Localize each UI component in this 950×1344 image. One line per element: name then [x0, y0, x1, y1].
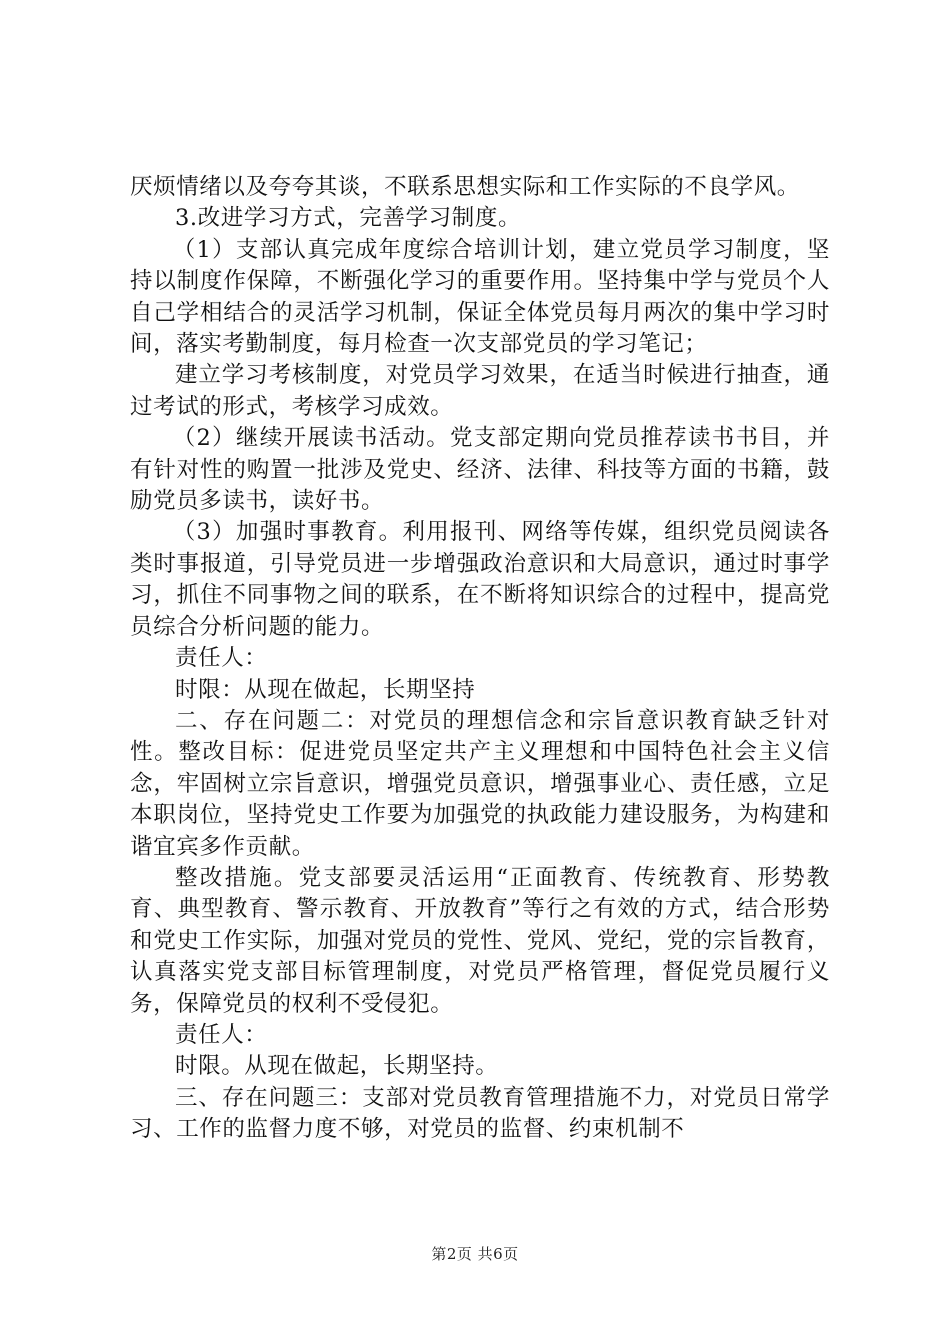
problem-two-paragraph: 二、存在问题二：对党员的理想信念和宗旨意识教育缺乏针对性。整改目标：促进党员坚定共产主义理想和中国特色社会主义信念，牢固树立宗旨意识，增强党员意识，增强事业心、责任感，立足本职岗位，坚持党史工作要为加强党的执政能力建设服务，为构建和谐宜宾多作贡献。	[130, 707, 830, 860]
measures-paragraph: 整改措施。党支部要灵活运用“正面教育、传统教育、形势教育、典型教育、警示教育、开放教育”等行之有效的方式，结合形势和党史工作实际，加强对党员的党性、党风、党纪，党的宗旨教育，认真落实党支部目标管理制度，对党员严格管理，督促党员履行义务，保障党员的权利不受侵犯。	[130, 864, 830, 1017]
document-body	[130, 172, 830, 1146]
page-footer	[0, 1243, 950, 1264]
paragraph-5: （2）继续开展读书活动。党支部定期向党员推荐读书书目，并有针对性的购置一批涉及党史、经济、法律、科技等方面的书籍，鼓励党员多读书，读好书。	[130, 425, 830, 515]
time-limit-2: 时限。从现在做起，长期坚持。	[175, 1053, 499, 1080]
problem-three-paragraph: 三、存在问题三：支部对党员教育管理措施不力，对党员日常学习、工作的监督力度不够，对党员的监督、约束机制不	[130, 1084, 830, 1143]
paragraph-1: 厌烦情绪以及夸夸其谈，不联系思想实际和工作实际的不良学风。	[130, 174, 800, 200]
time-limit-1: 时限：从现在做起，长期坚持	[175, 676, 476, 703]
responsible-person-1: 责任人：	[175, 645, 268, 672]
page-number-label: 第2页 共6页	[431, 1245, 519, 1263]
paragraph-4: 建立学习考核制度，对党员学习效果，在适当时候进行抽查，通过考试的形式，考核学习成效。	[130, 362, 830, 420]
responsible-person-2: 责任人：	[175, 1021, 268, 1048]
paragraph-3: （1）支部认真完成年度综合培训计划，建立党员学习制度，坚持以制度作保障，不断强化学习的重要作用。坚持集中学与党员个人自己学相结合的灵活学习机制，保证全体党员每月两次的集中学习时间，落实考勤制度，每月检查一次支部党员的学习笔记；	[130, 236, 830, 358]
paragraph-2-heading: 3.改进学习方式，完善学习制度。	[175, 205, 522, 232]
paragraph-6: （3）加强时事教育。利用报刊、网络等传媒，组织党员阅读各类时事报道，引导党员进一步增强政治意识和大局意识，通过时事学习，抓住不同事物之间的联系，在不断将知识综合的过程中，提高党员综合分析问题的能力。	[130, 519, 830, 640]
